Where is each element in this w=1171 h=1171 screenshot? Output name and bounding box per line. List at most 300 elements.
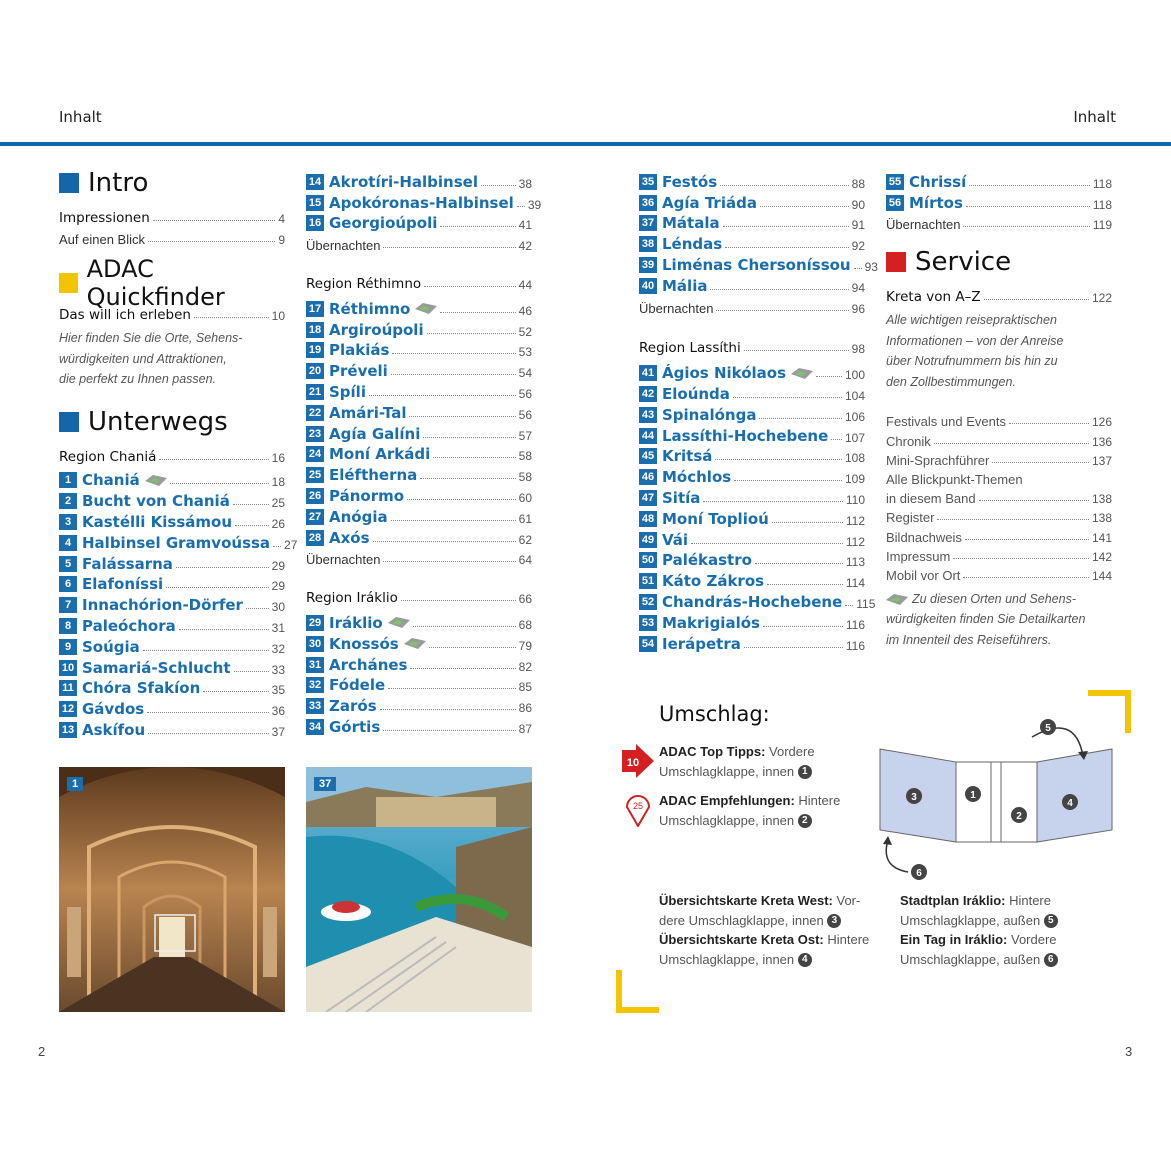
map-icon [404,637,426,650]
toc-entry[interactable] [59,489,285,510]
service-page: 142 [1091,549,1112,564]
dot-leader [767,584,843,585]
entry-page: 33 [271,662,285,677]
toc-region-row[interactable] [639,336,865,357]
entry-title: Apokóronas-Halbinsel [329,193,514,212]
note-line: über Notrufnummern bis hin zu [886,354,1058,369]
toc-entry[interactable] [639,424,865,445]
service-page: 136 [1091,434,1112,449]
entry-label [59,659,231,677]
entry-page: 58 [518,449,532,464]
entry-title: Georgioúpoli [329,214,438,233]
service-row[interactable] [886,525,1112,544]
toc-entry[interactable] [306,694,532,715]
legend-text: Hintere [823,932,870,947]
service-row[interactable] [886,410,1112,429]
dot-leader [424,286,515,287]
dot-leader [966,206,1090,207]
legend-text: Hintere [1005,893,1051,908]
toc-entry[interactable] [59,718,285,739]
service-row[interactable] [886,487,1112,506]
entry-number: 51 [639,573,657,589]
service-row[interactable] [886,468,1112,487]
entry-label [639,235,722,253]
entry-number: 46 [639,469,657,485]
entry-label [306,487,404,505]
toc-entry[interactable] [306,359,532,380]
entry-page: 56 [518,407,532,422]
toc-entry[interactable] [639,507,865,528]
entry-label [306,214,437,232]
dot-leader [481,185,516,186]
dot-leader [166,587,268,588]
dot-leader [854,268,862,269]
toc-entry[interactable] [306,212,532,233]
service-page: 138 [1091,511,1112,526]
toc-entry[interactable] [306,380,532,401]
umschlag-title: Umschlag: [659,702,770,726]
dot-leader [413,626,516,627]
toc-row[interactable] [886,284,1112,305]
dot-leader [388,688,515,689]
entry-page: 56 [518,386,532,401]
service-label: Bildnachweis [886,529,962,545]
service-row[interactable] [886,449,1112,468]
entry-page: 106 [844,409,865,424]
entry-title: Káto Zákros [662,572,765,591]
toc-region-row[interactable] [306,271,532,292]
cover-number: 4 [798,953,812,967]
dot-leader [391,520,516,521]
top-tipps-text [659,742,815,781]
entry-title: Paleóchora [82,617,176,636]
entry-label [639,635,741,653]
dot-leader [710,289,848,290]
note-line: Hier finden Sie die Orte, Sehens- [59,331,243,346]
entry-title: Axós [329,528,370,547]
toc-entry[interactable] [306,505,532,526]
dot-leader [772,522,843,523]
page-number-right: 3 [1125,1044,1133,1059]
entry-title: Eléftherna [329,466,418,485]
toc-label: Region Iráklio [306,590,398,607]
empfehlungen-text [659,791,840,830]
section-title: ADAC Quickfinder [86,254,225,311]
entry-page: 53 [518,345,532,360]
toc-entry[interactable] [639,569,865,590]
service-page: 126 [1091,415,1112,430]
yellow-square-icon [59,273,78,293]
dot-leader [383,730,515,731]
entry-label [639,173,717,191]
toc-entry[interactable] [306,401,532,422]
entry-number: 56 [886,195,904,211]
toc-row[interactable] [639,295,865,316]
toc-page: 16 [271,450,285,465]
toc-entry[interactable] [306,339,532,360]
entry-title: Eloúnda [662,384,730,403]
entry-number: 5 [59,556,77,572]
entry-title: Spíli [329,382,366,401]
top-tipps-badge: 10 [626,757,640,769]
entry-title: Askífou [82,721,146,740]
entry-number: 3 [59,514,77,530]
toc-entry[interactable] [306,422,532,443]
entry-page: 57 [518,428,532,443]
entry-title: Makrigialós [662,613,760,632]
entry-title: Sitía [662,488,701,507]
entry-title: Innachórion-Dörfer [82,596,243,615]
dot-leader [407,499,516,500]
toc-entry[interactable] [306,674,532,695]
legend-text: Umschlagklappe, außen [900,951,1041,967]
toc-entry[interactable] [639,445,865,466]
entry-page: 100 [844,368,865,383]
entry-title: Palékastro [662,551,752,570]
toc-entry[interactable] [306,297,532,318]
entry-label [306,362,388,380]
entry-title: Agía Galíni [329,424,421,443]
dot-leader [273,546,281,547]
diagram-number: 2 [1016,811,1022,822]
toc-entry[interactable] [639,191,865,212]
section-title: Intro [88,168,149,198]
red-square-icon [886,252,906,272]
entry-label [306,529,370,547]
entry-label [306,341,389,359]
cover-number: 5 [1044,914,1058,928]
entry-number: 1 [59,472,77,488]
legend-text: Umschlagklappe, innen [659,812,795,828]
service-label: Mobil vor Ort [886,567,961,583]
cover-number: 1 [798,765,812,779]
entry-title: Mírtos [909,193,963,212]
dot-leader [246,608,269,609]
toc-entry[interactable] [306,632,532,653]
toc-entry[interactable] [59,573,285,594]
toc-entry[interactable] [59,656,285,677]
diagram-number: 1 [970,790,976,801]
entry-label [639,194,757,212]
service-label: Festivals und Events [886,414,1006,430]
entry-title: Knossós [329,634,399,653]
legend-text: Vor- [832,893,861,908]
toc-entry[interactable] [639,170,865,191]
entry-page: 58 [518,470,532,485]
entry-label [639,364,813,382]
cover-number: 2 [798,814,812,828]
legend-text: Vordere [1007,932,1057,947]
toc-entry[interactable] [639,274,865,295]
legend-kreta-west [659,891,869,969]
entry-label [306,383,366,401]
toc-label: Übernachten [639,300,714,316]
entry-label [306,173,478,191]
toc-entry[interactable] [639,611,865,632]
toc-entry[interactable] [639,549,865,570]
section-service [886,246,1112,278]
entry-title: Ágios Nikólaos [662,364,787,383]
entry-title: Falássarna [82,554,173,573]
entry-title: Mátala [662,214,720,233]
dot-leader [194,317,269,318]
entry-label [59,555,173,573]
legend-text: Hintere [794,793,841,808]
dot-leader [953,558,1089,559]
entry-label [886,173,966,191]
entry-page: 60 [518,490,532,505]
entry-page: 26 [271,517,285,532]
dot-leader [148,241,275,242]
entry-title: Festós [662,172,718,191]
entry-title: Bucht von Chaniá [82,492,230,511]
map-icon [791,367,813,380]
toc-entry[interactable] [306,463,532,484]
toc-entry[interactable] [639,465,865,486]
entry-page: 41 [518,218,532,233]
service-row[interactable] [886,429,1112,448]
dot-leader [235,525,269,526]
dot-leader [703,501,842,502]
section-title: Unterwegs [88,406,228,437]
dot-leader [831,439,842,440]
toc-entry[interactable] [59,697,285,718]
toc-entry[interactable] [639,212,865,233]
photo-illustration [306,767,532,1012]
toc-entry[interactable] [306,318,532,339]
toc-label: Übernachten [306,238,381,254]
dot-leader [383,561,515,562]
entry-page: 88 [851,176,865,191]
entry-title: Chrissí [909,172,967,191]
dot-leader [440,312,515,313]
quickfinder-note [59,328,285,390]
toc-entry[interactable] [59,593,285,614]
dot-leader [203,691,268,692]
entry-number: 13 [59,722,77,738]
dot-leader [759,418,842,419]
entry-label [59,679,200,697]
service-page: 138 [1091,492,1112,507]
entry-number: 34 [306,719,324,735]
toc-entry[interactable] [639,403,865,424]
dot-leader [427,333,516,334]
toc-entry[interactable] [306,611,532,632]
legend-bold: ADAC Empfehlungen: [659,793,795,808]
entry-number: 41 [639,365,657,381]
toc-region-row[interactable] [306,585,532,606]
cover-number: 6 [1044,953,1058,967]
toc-entry[interactable] [639,590,876,611]
toc-entry[interactable] [639,486,865,507]
entry-title: Fódele [329,676,386,695]
service-label: Mini-Sprachführer [886,452,990,468]
toc-label: Übernachten [306,552,381,568]
dot-leader [963,577,1089,578]
toc-entry[interactable] [306,653,532,674]
toc-entry[interactable] [306,526,532,547]
entry-number: 22 [306,405,324,421]
dot-leader [816,376,842,377]
entry-page: 54 [518,366,532,381]
entry-page: 46 [518,303,532,318]
entry-list [306,611,532,736]
entry-title: Léndas [662,235,723,254]
entry-page: 62 [518,532,532,547]
toc-entry[interactable] [639,632,865,653]
entry-number: 29 [306,615,324,631]
entry-title: Elafoníssi [82,575,164,594]
entry-page: 87 [518,721,532,736]
entry-title: Kritsá [662,447,713,466]
service-row[interactable] [886,506,1112,525]
section-unterwegs [59,406,285,438]
photo-badge: 37 [314,777,336,791]
legend-text: dere Umschlagklappe, innen [659,912,824,928]
toc-label: Übernachten [886,217,961,233]
toc-row[interactable] [59,226,285,247]
note-line: würdigkeiten und Attraktionen, [59,351,227,366]
entry-number: 35 [639,174,657,190]
entry-title: Moní Toplioú [662,509,769,528]
toc-entry[interactable] [886,191,1112,212]
entry-number: 48 [639,511,657,527]
service-label: Impressum [886,548,951,564]
toc-entry[interactable] [306,443,532,464]
service-row[interactable] [886,545,1112,564]
entry-title: Kastélli Kissámou [82,513,233,532]
dot-leader [733,397,842,398]
service-note [886,310,1112,392]
entry-number: 54 [639,636,657,652]
entry-label [639,489,700,507]
dot-leader [423,437,515,438]
toc-entry[interactable] [639,382,865,403]
entry-label [639,256,851,274]
entry-list [639,170,878,295]
entry-page: 110 [845,492,865,507]
toc-entry[interactable] [59,635,285,656]
entry-title: Halbinsel Gramvoússa [82,533,271,552]
toc-page: 66 [518,592,532,607]
dot-leader [734,480,842,481]
dot-leader [937,519,1089,520]
entry-number: 33 [306,698,324,714]
entry-label [639,406,756,424]
service-row[interactable] [886,564,1112,583]
toc-row[interactable] [59,205,285,226]
note-line: Alle wichtigen reisepraktischen [886,313,1057,328]
legend-text: Umschlagklappe, innen [659,951,795,967]
entry-page: 114 [845,576,865,591]
entry-label [59,471,167,489]
toc-row[interactable] [306,547,532,568]
toc-region-row[interactable] [59,444,285,465]
dot-leader [148,733,268,734]
toc-entry[interactable] [639,253,878,274]
entry-number: 28 [306,530,324,546]
dot-leader [984,299,1089,300]
dot-leader [147,712,268,713]
entry-page: 52 [518,324,532,339]
entry-page: 82 [518,659,532,674]
entry-title: Soúgia [82,637,140,656]
toc-entry[interactable] [639,361,865,382]
note-line: Informationen – von der Anreise [886,333,1064,348]
toc-entry[interactable] [306,484,532,505]
entry-label [306,635,426,653]
entry-page: 107 [844,430,865,445]
toc-entry[interactable] [306,170,532,191]
entry-page: 92 [851,239,865,254]
toc-row[interactable] [306,232,532,253]
toc-entry[interactable] [59,552,285,573]
entry-page: 93 [864,259,878,274]
entry-page: 35 [271,683,285,698]
entry-title: Chandrás-Hochebene [662,592,843,611]
dot-leader [744,350,849,351]
dot-leader [979,500,1089,501]
entry-title: Liménas Chersoníssou [662,255,851,274]
dot-leader [1009,423,1089,424]
entry-number: 47 [639,490,657,506]
toc-label: Auf einen Blick [59,231,145,247]
toc-entry[interactable] [59,469,285,490]
entry-title: Zarós [329,697,377,716]
blue-square-icon [59,173,79,193]
entry-page: 32 [271,641,285,656]
toc-row[interactable] [886,212,1112,233]
dot-leader [963,226,1089,227]
toc-page: 44 [518,277,532,292]
toc-label: Das will ich erleben [59,307,191,324]
entry-page: 61 [518,511,532,526]
dot-leader [420,478,515,479]
entry-number: 39 [639,257,657,273]
entry-label [639,531,688,549]
toc-entry[interactable] [639,528,865,549]
toc-entry[interactable] [59,614,285,635]
entry-title: Argiroúpoli [329,320,424,339]
entry-list [306,297,532,547]
entry-label [306,656,407,674]
dot-leader [845,605,853,606]
dot-leader [429,647,516,648]
dot-leader [755,563,843,564]
entry-title: Akrotíri-Halbinsel [329,172,478,191]
dot-leader [380,709,516,710]
entry-title: Agía Triáda [662,193,757,212]
entry-label [306,718,380,736]
toc-page: 119 [1092,218,1112,233]
entry-page: 39 [527,197,542,212]
entry-page: 31 [271,621,285,636]
toc-entry[interactable] [306,191,542,212]
toc-entry[interactable] [59,510,285,531]
toc-entry[interactable] [59,531,298,552]
entry-number: 32 [306,677,324,693]
dot-leader [176,567,269,568]
toc-entry[interactable] [639,232,865,253]
toc-entry[interactable] [886,170,1112,191]
entry-number: 18 [306,322,324,338]
toc-entry[interactable] [306,715,532,736]
note-line: würdigkeiten finden Sie Detailkarten [886,612,1086,627]
entry-title: Spinalónga [662,405,757,424]
toc-entry[interactable] [59,677,285,698]
diagram-number: 4 [1067,798,1073,809]
section-quickfinder [59,254,285,311]
